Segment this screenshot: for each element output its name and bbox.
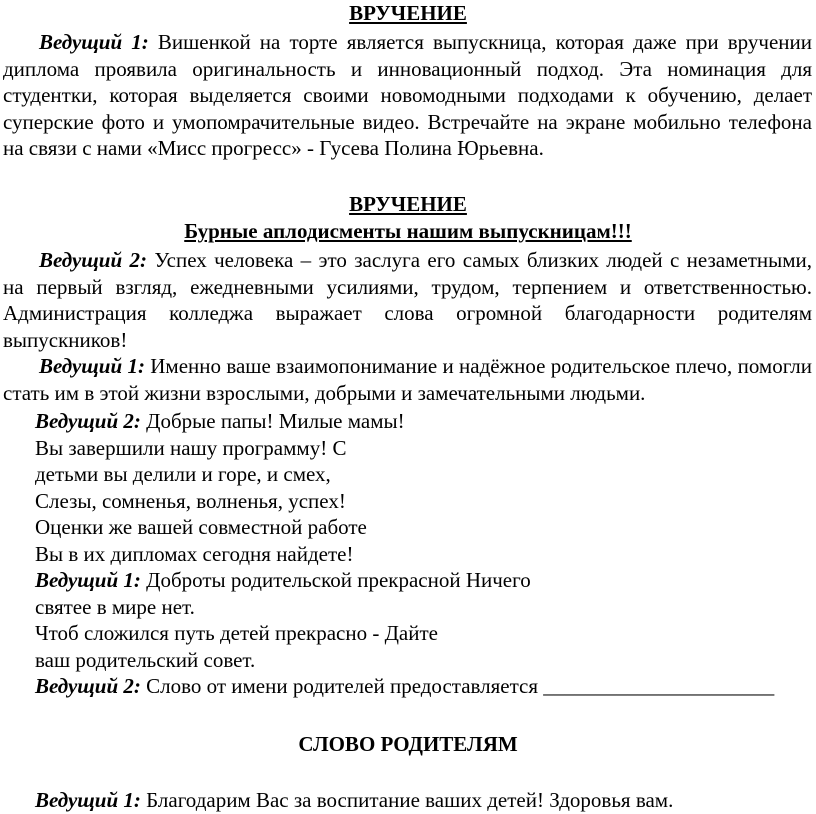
speaker-label: Ведущий 1: [35, 568, 141, 592]
speaker-label: Ведущий 1: [39, 354, 145, 378]
verse-line: ваш родительский совет. [35, 647, 256, 672]
speaker-label: Ведущий 1: [39, 30, 149, 54]
verse-line: Вы завершили нашу программу! С [35, 435, 347, 460]
paragraph-text: Успех человека – это заслуга его самых близких людей с незаметными, на первый взгляд, ежедневными усилиями, трудом, терпением и ответственностью. Администрация колледжа выражает слова огромной благодарности родителям выпускников! [3, 248, 812, 352]
verse-line: Вы в их дипломах сегодня найдете! [35, 541, 354, 566]
verse-block-2 [0, 567, 816, 700]
verse-text: Доброты родительской прекрасной Ничего [140, 568, 531, 592]
paragraph-text: Благодарим Вас за воспитание ваших детей! Здоровья вам. [140, 788, 674, 812]
section-1 [0, 0, 816, 162]
paragraph-text: Именно ваше взаимопонимание и надёжное родительское плечо, помогли стать им в этой жизни взрослыми, добрыми и замечательными людьми. [3, 354, 812, 405]
speaker-label: Ведущий 2: [35, 409, 141, 433]
verse-text: Слово от имени родителей предоставляется ______________________ [140, 674, 775, 698]
heading-applause: Бурные аплодисменты нашим выпускницам!!! [184, 219, 632, 243]
paragraph-host1-thanks [0, 787, 816, 814]
verse-line-parents-word [0, 673, 816, 700]
verse-line: Слезы, сомненья, волненья, успех! [35, 488, 346, 513]
verse-line-first [0, 567, 816, 594]
paragraph-host2-gratitude [0, 247, 816, 353]
verse-block-1 [0, 408, 816, 567]
section-closing [0, 787, 816, 814]
verse-line: детьми вы делили и горе, и смех, [35, 462, 331, 486]
verse-line-first [0, 408, 816, 435]
heading-word-to-parents: СЛОВО РОДИТЕЛЯМ [298, 732, 518, 756]
paragraph-host1-intro [0, 29, 816, 162]
heading-award-1: ВРУЧЕНИЕ [349, 1, 467, 25]
paragraph-text: Вишенкой на торте является выпускница, которая даже при вручении диплома проявила оригинальность и инновационный подход. Эта номинация для студентки, которая выделяется своими новомодными подходами к обучению, делает суперские фото и умопомрачительные видео. Встречайте на экране мобильно телефона на связи с нами «Мисс прогресс» - Гусева Полина Юрьевна. [3, 30, 812, 160]
verse-line: Оценки же вашей совместной работе [35, 515, 367, 539]
speaker-label: Ведущий 2: [35, 674, 141, 698]
verse-line: святее в мире нет. [35, 594, 195, 619]
verse-line: Чтоб сложился путь детей прекрасно - Дайте [35, 621, 438, 645]
section-parents [0, 731, 816, 757]
heading-award-2: ВРУЧЕНИЕ [349, 192, 467, 216]
section-2 [0, 191, 816, 406]
verse-text: Добрые папы! Милые мамы! [140, 409, 405, 433]
paragraph-host1-support [0, 353, 816, 406]
speaker-label: Ведущий 1: [35, 788, 141, 812]
speaker-label: Ведущий 2: [39, 248, 147, 272]
